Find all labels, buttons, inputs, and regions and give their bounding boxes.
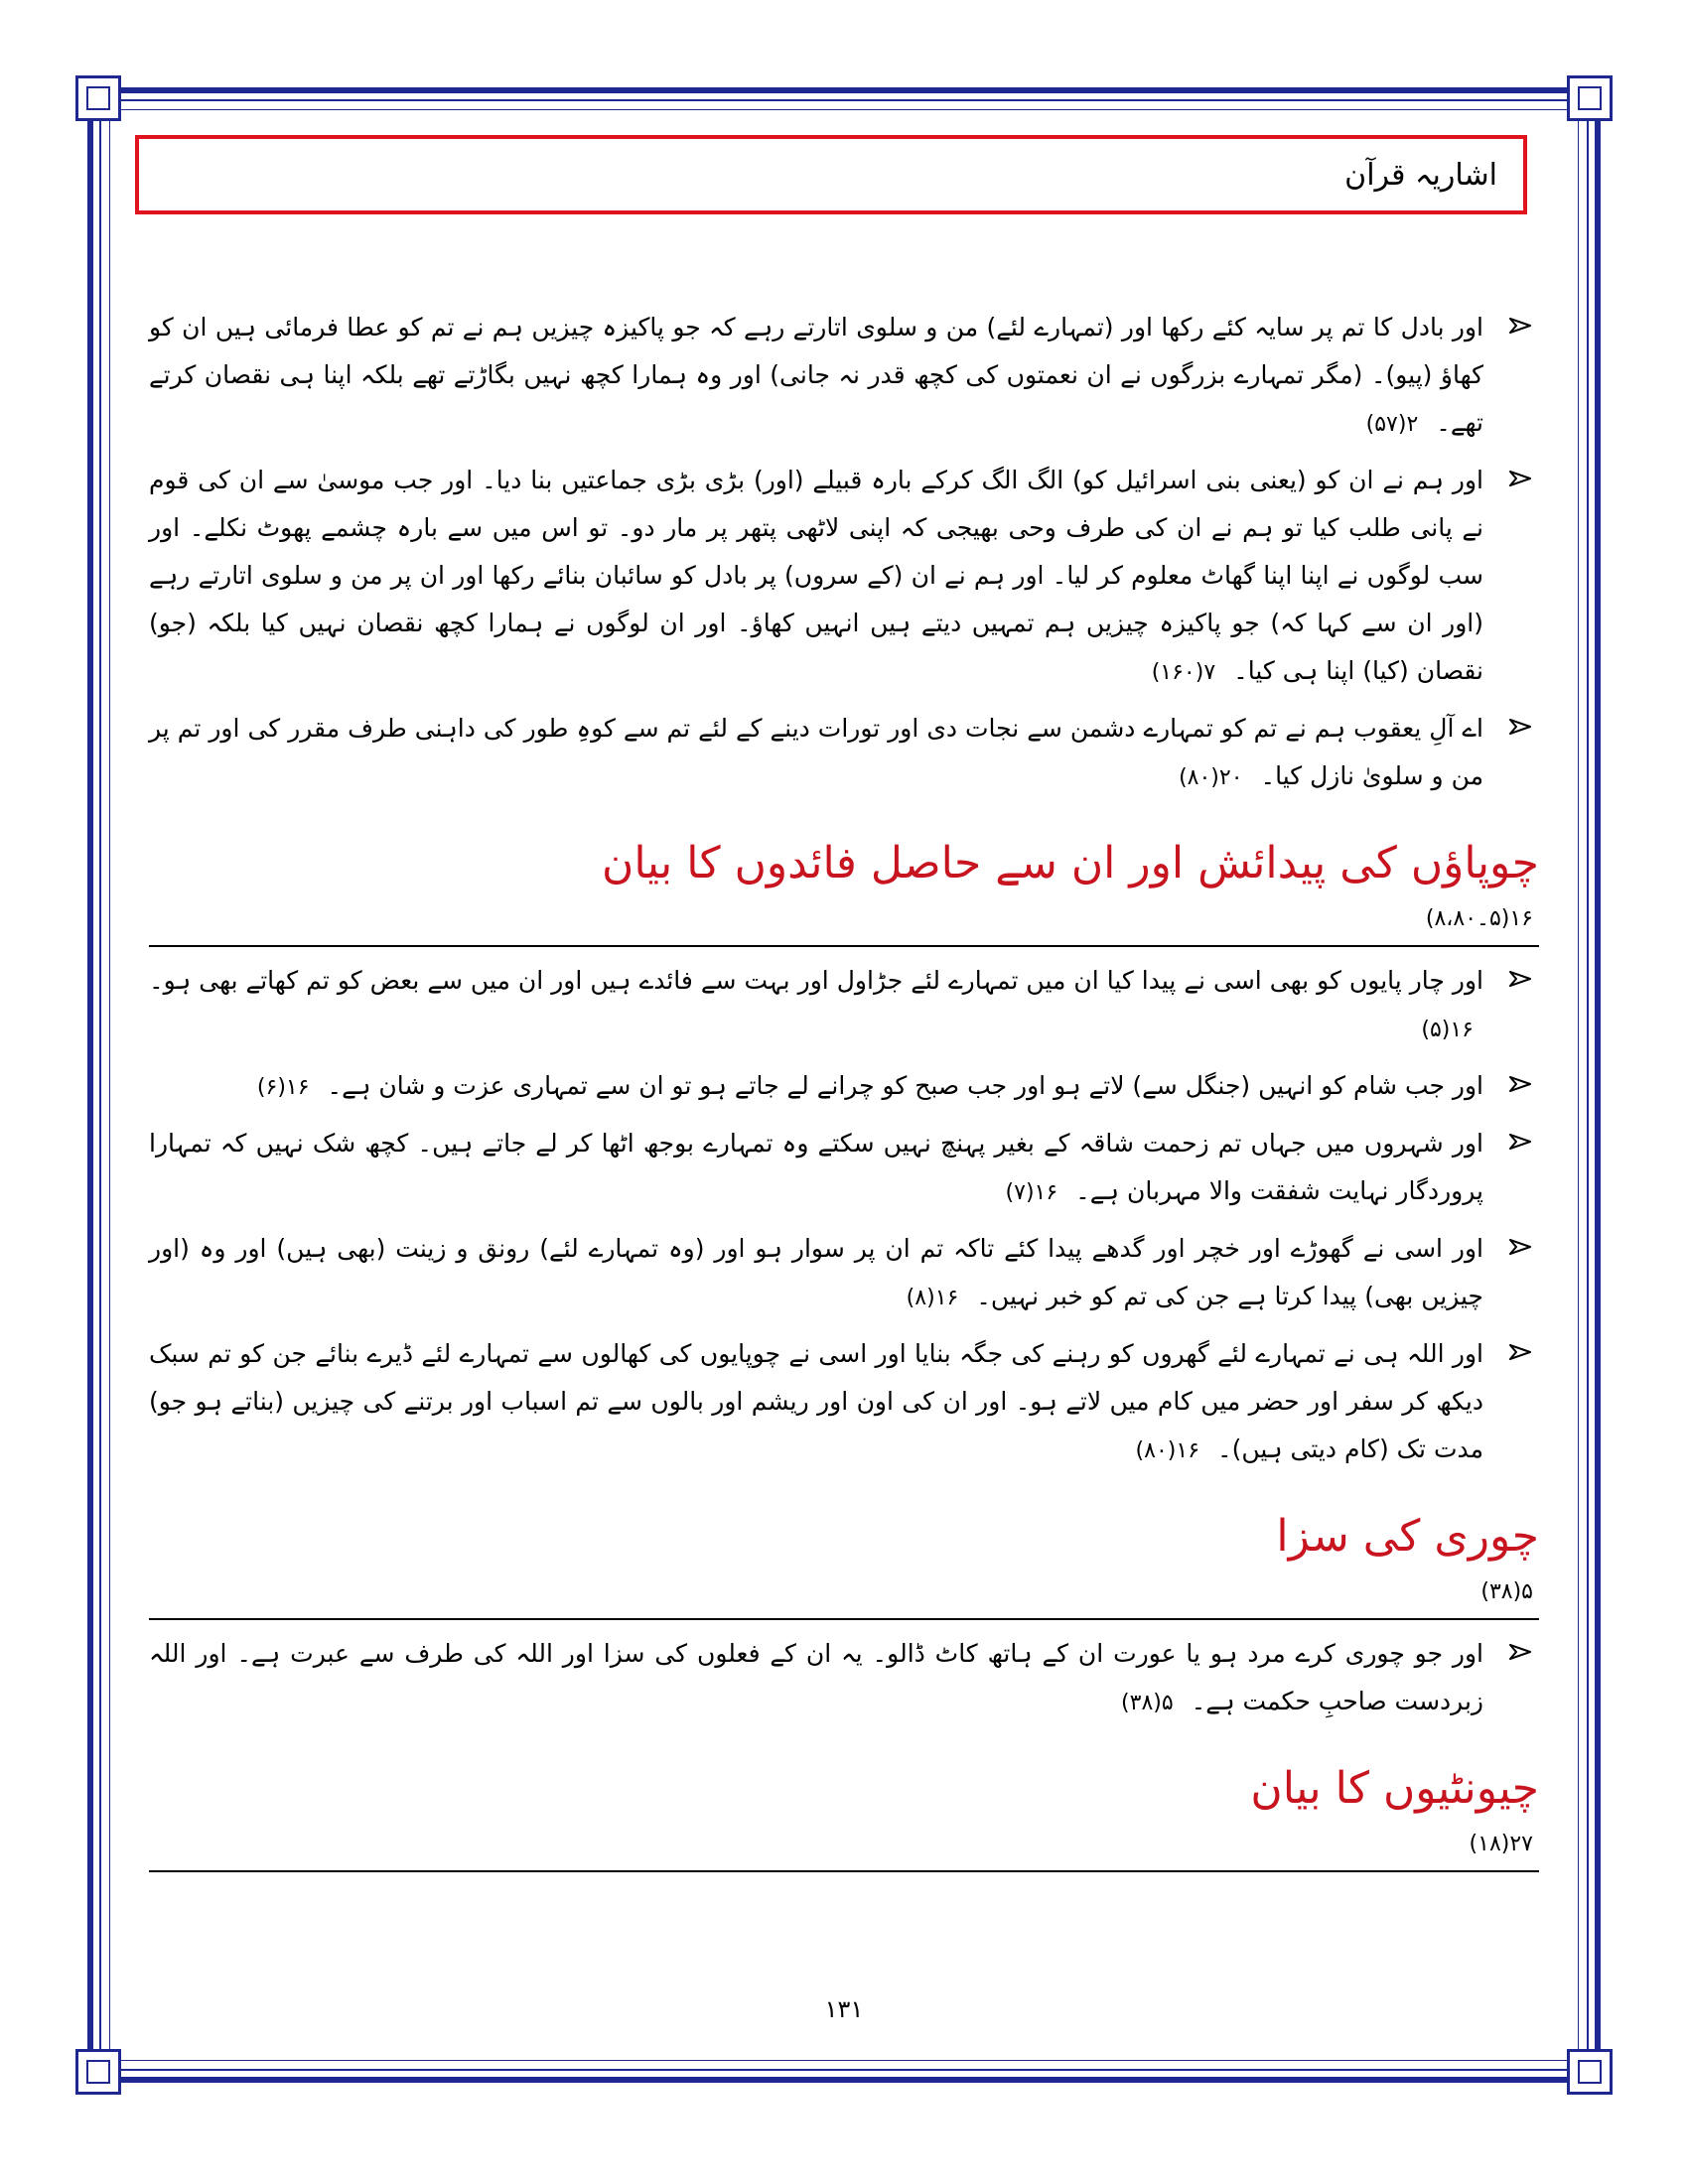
section-heading: چوپاؤں کی پیدائش اور ان سے حاصل فائدوں کا بیان: [602, 838, 1539, 888]
index-entry: [149, 1120, 1539, 1217]
entry-text: اور اسی نے گھوڑے اور خچر اور گدھے پیدا کئے تاکہ تم ان پر سوار ہو اور (وہ تمہارے لئے) رونق و زینت (بھی ہیں) اور وہ (اور چیزیں بھی) پیدا کرتا ہے جن کی تم کو خبر نہیں۔: [149, 1234, 1483, 1310]
section-references: ۲۷(۱۸): [1469, 1832, 1533, 1856]
verse-reference: ۱۶(۸۰): [1135, 1438, 1200, 1463]
index-entry: [149, 957, 1539, 1054]
verse-reference: ۱۶(۷): [1005, 1180, 1058, 1205]
index-entry: [149, 457, 1539, 697]
section-references: ۱۶(۵۔۸،۸۰): [1425, 906, 1533, 931]
entry-text: اور اللہ ہی نے تمہارے لئے گھروں کو رہنے کی جگہ بنایا اور اسی نے چوپایوں کی کھالوں سے تمہارے لئے ڈیرے بنائے جن کو تم سبک دیکھ کر سفر اور حضر میں کام میں لاتے ہو۔ اور ان کی اون اور ریشم اور بالوں سے تم اسباب اور برتنے کی چیزیں (بناتے ہو جو) مدت تک (کام دیتی ہیں)۔: [149, 1339, 1483, 1463]
verse-reference: ۲۰(۸۰): [1179, 765, 1243, 790]
entry-text: اور جو چوری کرے مرد ہو یا عورت ان کے ہاتھ کاٹ ڈالو۔ یہ ان کے فعلوں کی سزا اور اللہ کی طرف سے عبرت ہے۔ اور اللہ زبردست صاحبِ حکمت ہے۔: [149, 1639, 1483, 1715]
section-divider: [149, 1618, 1539, 1620]
verse-reference: ۷(۱۶۰): [1151, 660, 1216, 685]
arrowhead-bullet-icon: [1499, 1330, 1539, 1378]
page-number: ۱۳۱: [824, 1995, 864, 2023]
verse-reference: ۱۶(۸): [906, 1286, 959, 1310]
main-content: [149, 298, 1539, 1882]
arrowhead-bullet-icon: [1499, 1225, 1539, 1273]
verse-reference: ۲(۵۷): [1365, 412, 1419, 437]
index-section: [149, 832, 1539, 1475]
corner-ornament-bottom-right: [1567, 2049, 1613, 2095]
corner-ornament-top-right: [1567, 75, 1613, 121]
arrowhead-bullet-icon: [1499, 304, 1539, 351]
intro-entries: [149, 304, 1539, 802]
section-references: ۵(۳۸): [1480, 1579, 1533, 1604]
sections: [149, 832, 1539, 1872]
arrowhead-bullet-icon: [1499, 957, 1539, 1005]
section-divider: [149, 1870, 1539, 1872]
index-section: [149, 1757, 1539, 1872]
section-heading: چیونٹیوں کا بیان: [1250, 1763, 1539, 1814]
arrowhead-bullet-icon: [1499, 1062, 1539, 1110]
index-entry: [149, 1225, 1539, 1322]
arrowhead-bullet-icon: [1499, 457, 1539, 504]
entry-text: اور بادل کا تم پر سایہ کئے رکھا اور (تمہارے لئے) من و سلوی اتارتے رہے کہ جو پاکیزہ چیزیں ہم نے تم کو عطا فرمائی ہیں ان کو کھاؤ (پیو)۔ (مگر تمہارے بزرگوں نے ان نعمتوں کی کچھ قدر نہ جانی) اور وہ ہمارا کچھ نہیں بگاڑتے تھے بلکہ اپنا ہی نقصان کرتے تھے۔: [149, 313, 1483, 437]
entry-text: اور ہم نے ان کو (یعنی بنی اسرائیل کو) الگ الگ کرکے بارہ قبیلے (اور) بڑی بڑی جماعتیں بنا دیا۔ اور جب موسیٰ سے ان کی قوم نے پانی طلب کیا تو ہم نے ان کی طرف وحی بھیجی کہ اپنی لاٹھی پتھر پر مار دو۔ تو اس میں سے بارہ چشمے پھوٹ نکلے۔ اور سب لوگوں نے اپنا اپنا گھاٹ معلوم کر لیا۔ اور ہم نے ان (کے سروں) پر بادل کو سائبان بنائے رکھا اور ان پر من و سلوی اتارتے رہے (اور ان سے کہا کہ) جو پاکیزہ چیزیں ہم تمہیں دیتے ہیں انہیں کھاؤ۔ اور ان لوگوں نے ہمارا کچھ نقصان نہیں کیا بلکہ (جو) نقصان (کیا) اپنا ہی کیا۔: [149, 466, 1483, 685]
section-divider: [149, 945, 1539, 947]
index-entry: [149, 1330, 1539, 1475]
arrowhead-bullet-icon: [1499, 705, 1539, 752]
arrowhead-bullet-icon: [1499, 1630, 1539, 1678]
verse-reference: ۵(۳۸): [1121, 1691, 1174, 1715]
index-entry: [149, 1062, 1539, 1112]
arrowhead-bullet-icon: [1499, 1120, 1539, 1167]
verse-reference: ۱۶(۶): [256, 1075, 310, 1100]
entry-text: اور جب شام کو انہیں (جنگل سے) لاتے ہو اور جب صبح کو چرانے لے جاتے ہو تو ان سے تمہاری عزت و شان ہے۔: [327, 1071, 1483, 1100]
entry-text: اے آلِ یعقوب ہم نے تم کو تمہارے دشمن سے نجات دی اور تورات دینے کے لئے تم سے کوہِ طور کی داہنی طرف مقرر کی اور تم پر من و سلویٰ نازل کیا۔: [149, 714, 1483, 790]
entry-text: اور چار پایوں کو بھی اسی نے پیدا کیا ان میں تمہارے لئے جڑاول اور بہت سے فائدے ہیں اور ان میں سے بعض کو تم کھاتے بھی ہو۔: [149, 966, 1483, 995]
header-title: اشاریہ قرآن: [1344, 157, 1497, 193]
index-section: [149, 1505, 1539, 1727]
page-header: [135, 135, 1527, 214]
index-entry: [149, 304, 1539, 449]
corner-ornament-bottom-left: [75, 2049, 121, 2095]
index-entry: [149, 1630, 1539, 1727]
section-heading: چوری کی سزا: [1276, 1511, 1539, 1562]
verse-reference: ۱۶(۵): [1421, 1018, 1474, 1042]
entry-text: اور شہروں میں جہاں تم زحمت شاقہ کے بغیر پہنچ نہیں سکتے وہ تمہارے بوجھ اٹھا کر لے جاتے ہیں۔ کچھ شک نہیں کہ تمہارا پروردگار نہایت شفقت والا مہربان ہے۔: [149, 1129, 1483, 1205]
index-entry: [149, 705, 1539, 802]
corner-ornament-top-left: [75, 75, 121, 121]
